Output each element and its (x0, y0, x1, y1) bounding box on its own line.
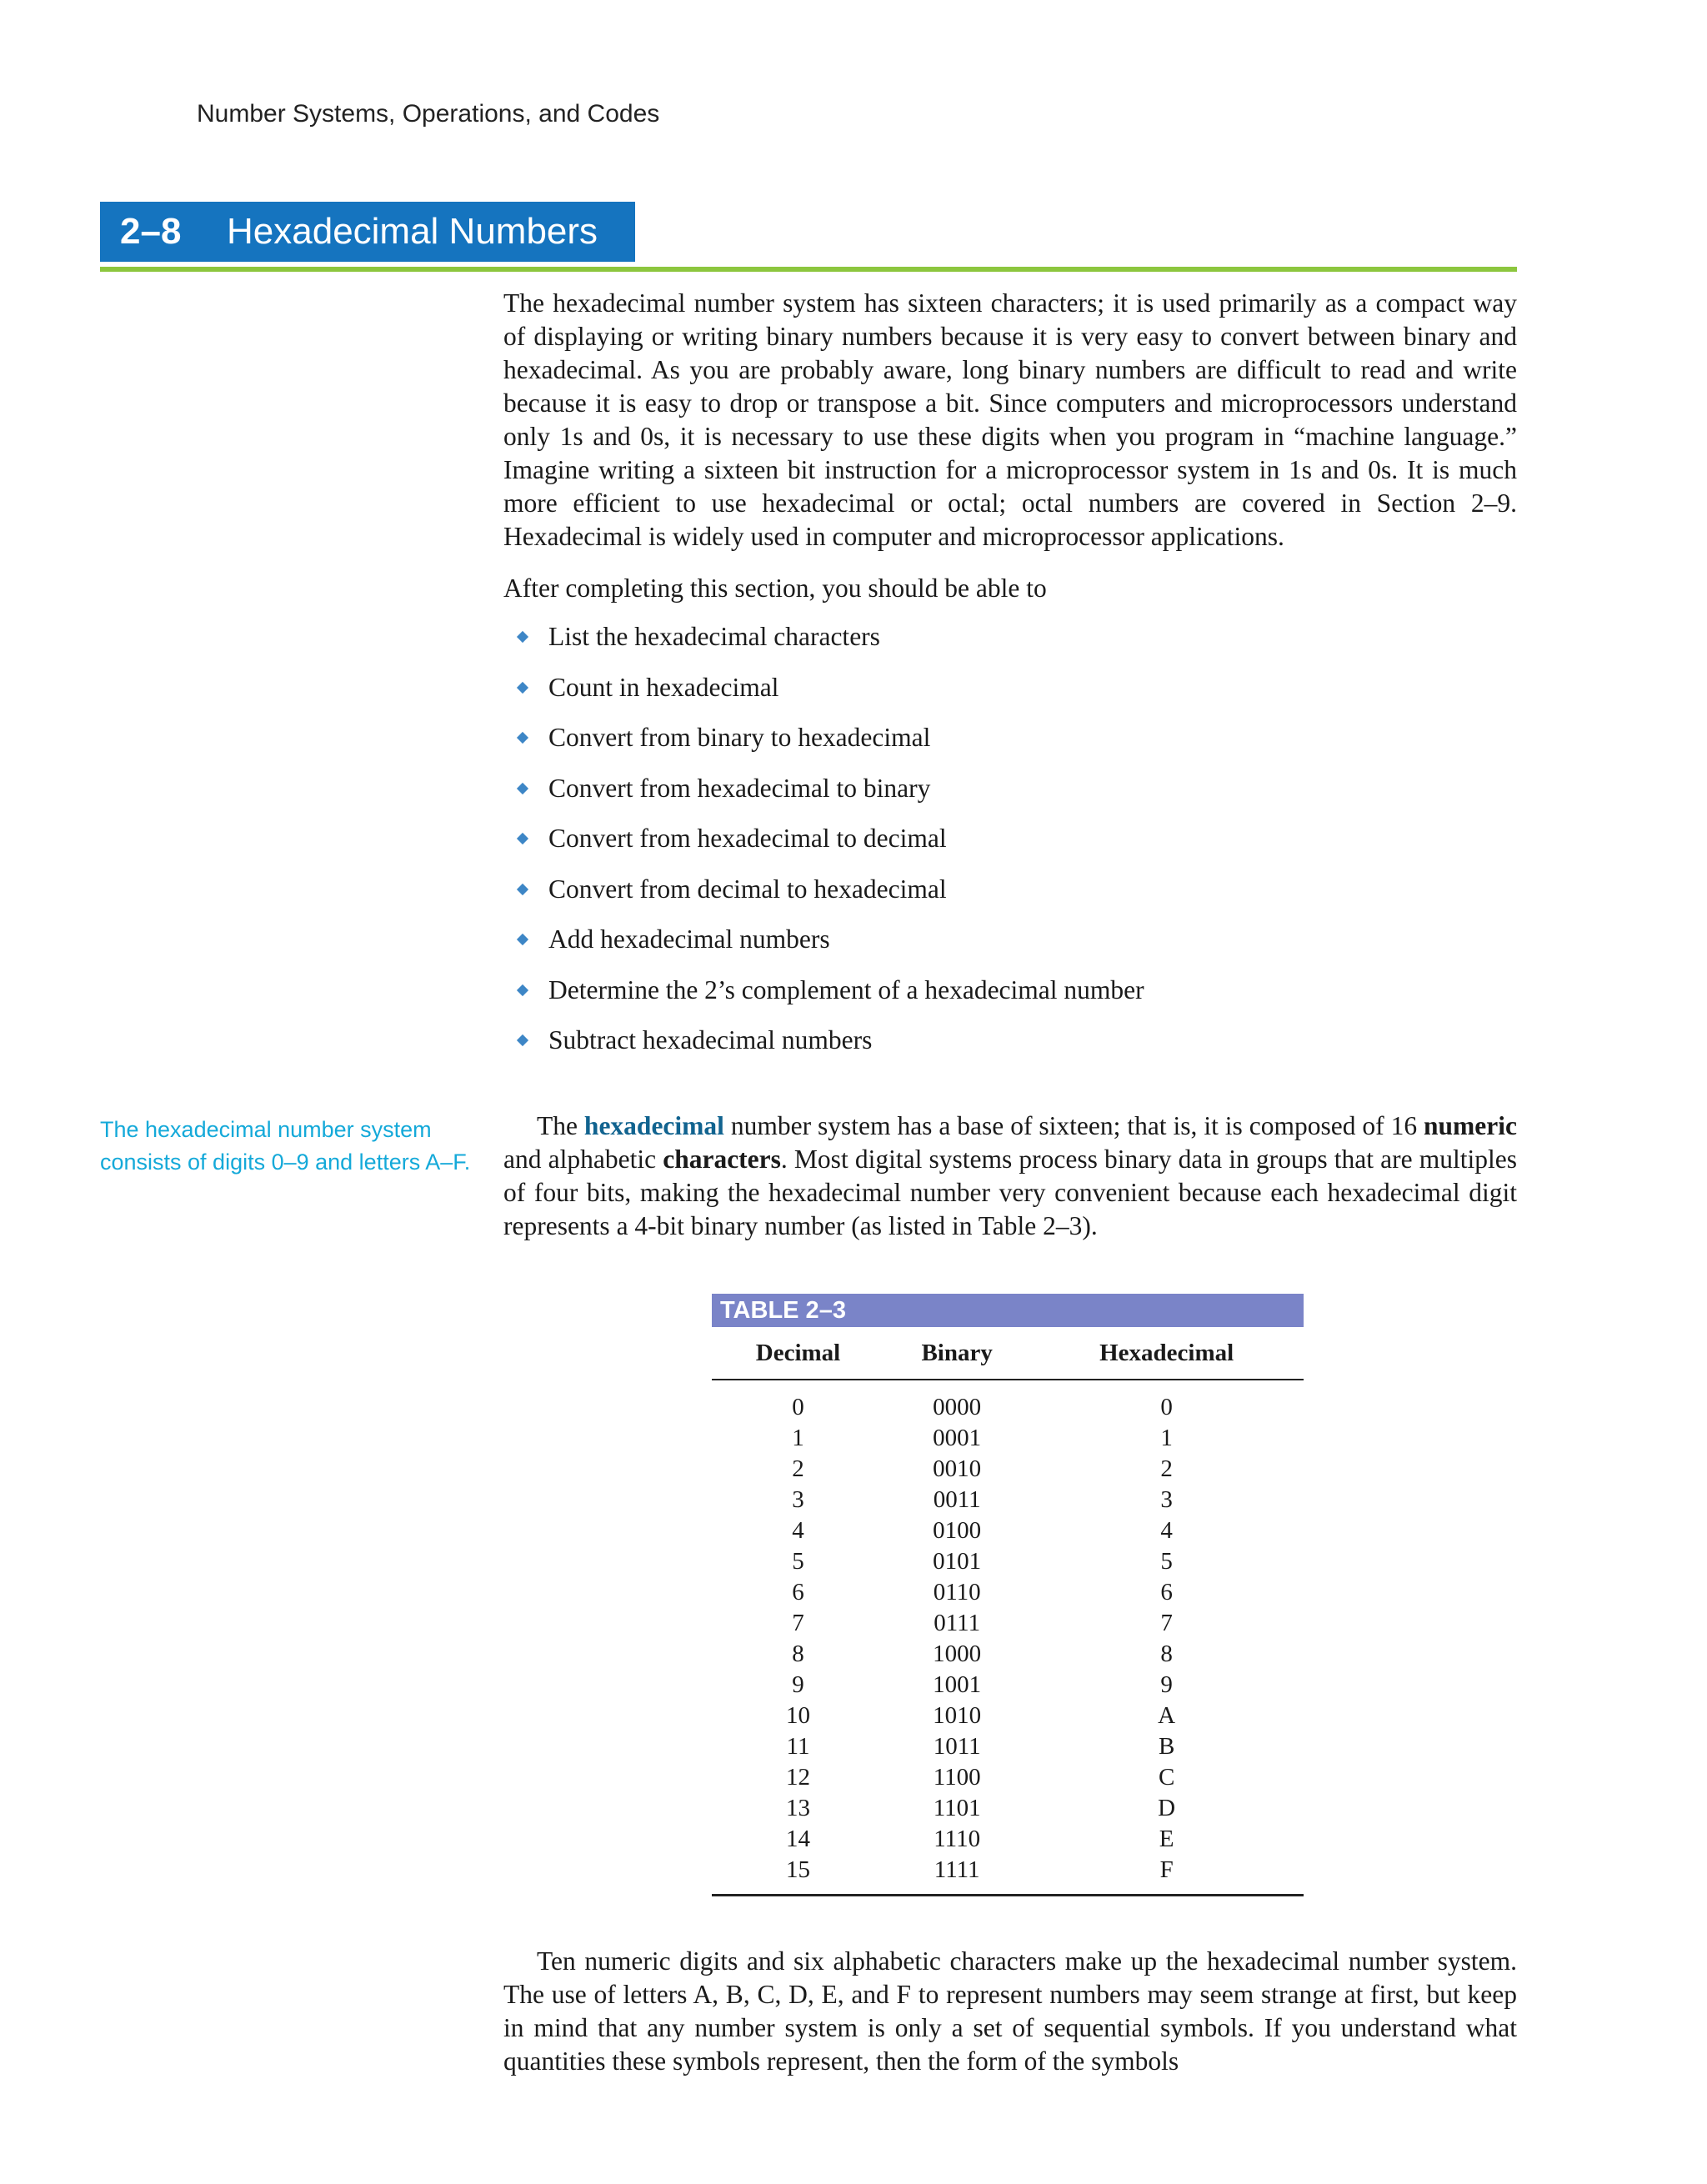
text-run: . Most digital systems process binary data in groups that are multiples of four bits, making the hexadecimal number very convenient because each hexadecimal digit represents a 4-bit binary number (as listed in Table 2–3). (503, 1145, 1518, 1240)
section-rule (100, 267, 1517, 272)
cell-binary: 0101 (933, 1548, 982, 1575)
diamond-bullet-icon (517, 934, 528, 945)
cell-hexadecimal: D (1158, 1795, 1176, 1821)
diamond-bullet-icon (517, 782, 528, 794)
cell-decimal: 0 (792, 1394, 804, 1420)
cell-decimal: 11 (786, 1733, 810, 1760)
cell-binary: 0011 (933, 1486, 981, 1513)
table-row (712, 1577, 1304, 1608)
column-header-hexadecimal: Hexadecimal (1029, 1327, 1304, 1380)
cell-binary: 0010 (933, 1455, 982, 1482)
cell-decimal: 5 (792, 1548, 804, 1575)
cell-hexadecimal: 6 (1160, 1579, 1173, 1605)
cell-binary: 0111 (934, 1610, 981, 1636)
cell-binary: 0110 (933, 1579, 981, 1605)
cell-decimal: 1 (792, 1425, 804, 1451)
intro-paragraph: The hexadecimal number system has sixteen characters; it is used primarily as a compact way of displaying or writing binary numbers because it is very easy to convert between binary and hexadecimal. As you are probably aware, long binary numbers are difficult to read and write because it is easy to drop or transpose a bit. Since computers and microprocessors understand only 1s and 0s, it is necessary to use these digits when you program in “machine language.” Imagine writing a sixteen bit instruction for a microprocessor system in 1s and 0s. It is much more efficient to use hexadecimal or octal; octal numbers are covered in Section 2–9. Hexadecimal is widely used in computer and microprocessor applications. (503, 288, 1517, 551)
cell-hexadecimal: 2 (1160, 1455, 1173, 1482)
objective-item (503, 974, 1517, 1024)
objective-item (503, 620, 1517, 671)
objective-text: Subtract hexadecimal numbers (548, 1025, 873, 1054)
section-number: 2–8 (120, 211, 182, 252)
table-row (712, 1855, 1304, 1896)
table-2-3 (712, 1294, 1304, 1896)
cell-hexadecimal: 0 (1160, 1394, 1173, 1420)
objective-item (503, 671, 1517, 722)
table-row (712, 1670, 1304, 1701)
objective-item (503, 923, 1517, 974)
cell-hexadecimal: F (1029, 1855, 1304, 1896)
objective-text: Convert from hexadecimal to binary (548, 773, 931, 803)
diamond-bullet-icon (517, 833, 528, 844)
objectives-list (503, 620, 1517, 1074)
section-title: Hexadecimal Numbers (227, 211, 598, 252)
diamond-bullet-icon (517, 631, 528, 643)
cell-decimal: 9 (792, 1671, 804, 1698)
cell-binary: 1010 (933, 1702, 982, 1729)
hexadecimal-definition-paragraph (503, 1110, 1517, 1243)
key-term-hexadecimal: hexadecimal (583, 1111, 724, 1140)
objective-text: Convert from decimal to hexadecimal (548, 874, 947, 904)
objective-item (503, 772, 1517, 823)
objective-item (503, 822, 1517, 873)
objective-text: Add hexadecimal numbers (548, 924, 830, 954)
cell-decimal: 2 (792, 1455, 804, 1482)
cell-binary: 0000 (933, 1394, 982, 1420)
key-term-numeric: numeric (1424, 1111, 1517, 1140)
diamond-bullet-icon (517, 732, 528, 744)
cell-decimal: 3 (792, 1486, 804, 1513)
objective-text: Convert from binary to hexadecimal (548, 723, 931, 752)
cell-decimal: 6 (792, 1579, 804, 1605)
text-run: The (537, 1111, 584, 1140)
cell-binary: 0001 (933, 1425, 982, 1451)
text-run: and alphabetic (503, 1145, 663, 1174)
table-row (712, 1608, 1304, 1639)
key-term-characters: characters (663, 1145, 781, 1174)
cell-hexadecimal: 9 (1160, 1671, 1173, 1698)
cell-hexadecimal: 7 (1160, 1610, 1173, 1636)
objectives-lead: After completing this section, you should be able to (503, 574, 1047, 603)
objective-item (503, 1024, 1517, 1074)
table-row (712, 1515, 1304, 1546)
running-head: Number Systems, Operations, and Codes (197, 100, 660, 128)
cell-decimal: 12 (786, 1764, 811, 1791)
cell-binary: 1111 (884, 1855, 1029, 1896)
cell-binary: 1001 (933, 1671, 982, 1698)
table-row (712, 1454, 1304, 1485)
table-row (712, 1423, 1304, 1454)
section-banner (100, 202, 635, 262)
cell-hexadecimal: A (1158, 1702, 1176, 1729)
cell-hexadecimal: C (1158, 1764, 1175, 1791)
cell-hexadecimal: 3 (1160, 1486, 1173, 1513)
objective-item (503, 721, 1517, 772)
column-header-binary: Binary (884, 1327, 1029, 1380)
cell-hexadecimal: 1 (1160, 1425, 1173, 1451)
cell-decimal: 8 (792, 1641, 804, 1667)
cell-hexadecimal: B (1158, 1733, 1175, 1760)
objective-text: Determine the 2’s complement of a hexadecimal number (548, 974, 1144, 1004)
table-row (712, 1485, 1304, 1515)
closing-paragraph: Ten numeric digits and six alphabetic characters make up the hexadecimal number system. The use of letters A, B, C, D, E, and F to represent numbers may seem strange at first, but keep in mind that any number system is only a set of sequential symbols. If you understand what quantities these symbols represent, then the form of the symbols (503, 1946, 1517, 2076)
table-row (712, 1793, 1304, 1824)
objective-item (503, 873, 1517, 924)
cell-decimal: 4 (792, 1517, 804, 1544)
cell-decimal: 15 (712, 1855, 884, 1896)
table-header-row (712, 1327, 1304, 1380)
cell-decimal: 10 (786, 1702, 811, 1729)
table-body (712, 1380, 1304, 1896)
table-row (712, 1731, 1304, 1762)
cell-decimal: 13 (786, 1795, 811, 1821)
text-run: number system has a base of sixteen; that is, it is composed of 16 (723, 1111, 1424, 1140)
column-header-decimal: Decimal (712, 1327, 884, 1380)
table-caption: TABLE 2–3 (712, 1294, 1304, 1327)
diamond-bullet-icon (517, 984, 528, 995)
table-row (712, 1701, 1304, 1731)
cell-binary: 1100 (933, 1764, 981, 1791)
table-row (712, 1762, 1304, 1793)
cell-binary: 1011 (933, 1733, 981, 1760)
margin-note: The hexadecimal number system consists of digits 0–9 and letters A–F. (100, 1117, 471, 1175)
conversion-table (712, 1327, 1304, 1896)
diamond-bullet-icon (517, 1034, 528, 1046)
objective-text: Convert from hexadecimal to decimal (548, 824, 947, 853)
cell-binary: 0100 (933, 1517, 982, 1544)
diamond-bullet-icon (517, 883, 528, 894)
cell-decimal: 14 (786, 1826, 811, 1852)
diamond-bullet-icon (517, 681, 528, 693)
cell-binary: 1000 (933, 1641, 982, 1667)
table-row (712, 1546, 1304, 1577)
cell-decimal: 7 (792, 1610, 804, 1636)
objective-text: List the hexadecimal characters (548, 622, 880, 651)
cell-binary: 1101 (933, 1795, 981, 1821)
cell-hexadecimal: 8 (1160, 1641, 1173, 1667)
table-row (712, 1824, 1304, 1855)
objective-text: Count in hexadecimal (548, 672, 779, 702)
table-row (712, 1639, 1304, 1670)
cell-hexadecimal: 5 (1160, 1548, 1173, 1575)
cell-binary: 1110 (934, 1826, 981, 1852)
table-row (712, 1380, 1304, 1423)
cell-hexadecimal: 4 (1160, 1517, 1173, 1544)
cell-hexadecimal: E (1159, 1826, 1174, 1852)
